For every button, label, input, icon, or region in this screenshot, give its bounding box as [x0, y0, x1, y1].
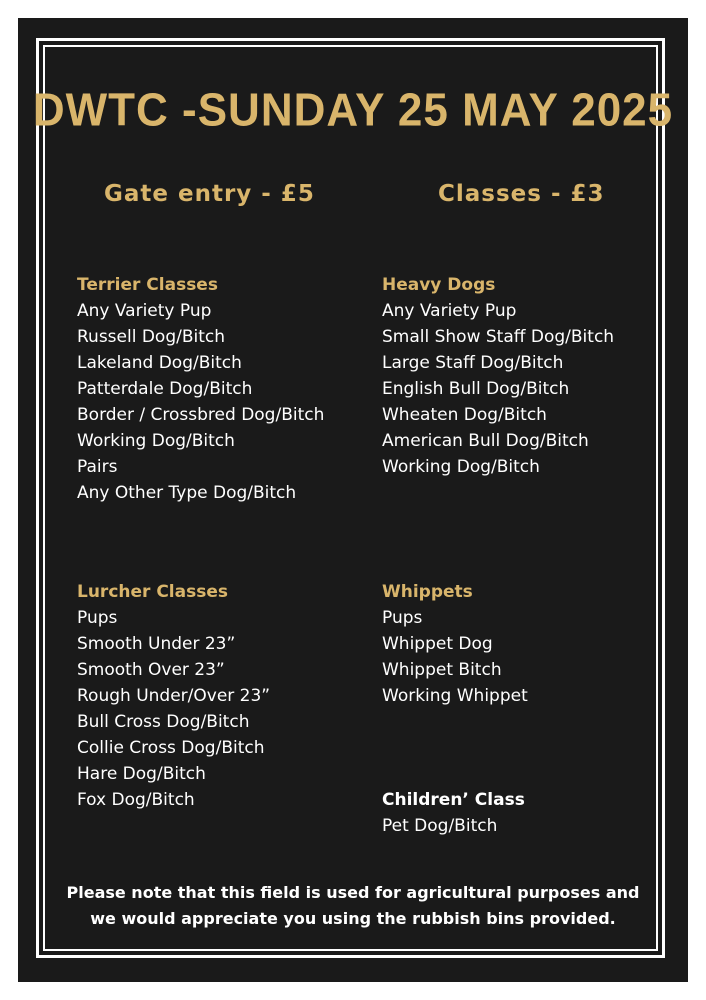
footer-note-line: Please note that this field is used for agricultural purposes and	[66, 883, 640, 902]
section-heading: Whippets	[382, 582, 473, 602]
class-item: Hare Dog/Bitch	[77, 764, 206, 784]
section-heading: Children’ Class	[382, 790, 525, 810]
children-class-section	[382, 787, 525, 839]
class-item: Any Variety Pup	[382, 301, 517, 321]
class-item: Working Dog/Bitch	[382, 457, 540, 477]
class-item: Lakeland Dog/Bitch	[77, 353, 242, 373]
class-item: Working Dog/Bitch	[77, 431, 235, 451]
class-item: Whippet Dog	[382, 634, 493, 654]
class-item: Small Show Staff Dog/Bitch	[382, 327, 615, 347]
gate-entry-price: Gate entry - £5	[104, 181, 315, 207]
class-item: Fox Dog/Bitch	[77, 790, 195, 810]
class-item: Whippet Bitch	[382, 660, 502, 680]
class-item: Large Staff Dog/Bitch	[382, 353, 564, 373]
class-item: Pairs	[77, 457, 118, 477]
class-item: Any Other Type Dog/Bitch	[77, 483, 297, 503]
class-item: Smooth Over 23”	[77, 660, 225, 680]
whippets-section	[382, 579, 528, 709]
section-heading: Lurcher Classes	[77, 582, 228, 602]
class-item: Pups	[77, 608, 118, 628]
lurcher-classes-section	[77, 579, 270, 813]
class-item: Pet Dog/Bitch	[382, 816, 498, 836]
class-item: American Bull Dog/Bitch	[382, 431, 589, 451]
class-item: Smooth Under 23”	[77, 634, 236, 654]
footer-note	[0, 880, 706, 932]
section-heading: Terrier Classes	[77, 275, 218, 295]
class-item: Rough Under/Over 23”	[77, 686, 271, 706]
class-item: English Bull Dog/Bitch	[382, 379, 570, 399]
class-item: Working Whippet	[382, 686, 528, 706]
class-item: Russell Dog/Bitch	[77, 327, 226, 347]
class-item: Border / Crossbred Dog/Bitch	[77, 405, 325, 425]
footer-note-line: we would appreciate you using the rubbish bins provided.	[90, 909, 616, 928]
class-item: Bull Cross Dog/Bitch	[77, 712, 250, 732]
heavy-dogs-section	[382, 272, 614, 480]
class-item: Pups	[382, 608, 423, 628]
class-item: Wheaten Dog/Bitch	[382, 405, 547, 425]
terrier-classes-section	[77, 272, 324, 506]
class-item: Collie Cross Dog/Bitch	[77, 738, 265, 758]
event-title: DWTC -SUNDAY 25 MAY 2025	[32, 84, 674, 137]
section-heading: Heavy Dogs	[382, 275, 496, 295]
class-item: Any Variety Pup	[77, 301, 212, 321]
classes-price: Classes - £3	[438, 181, 605, 207]
class-item: Patterdale Dog/Bitch	[77, 379, 253, 399]
